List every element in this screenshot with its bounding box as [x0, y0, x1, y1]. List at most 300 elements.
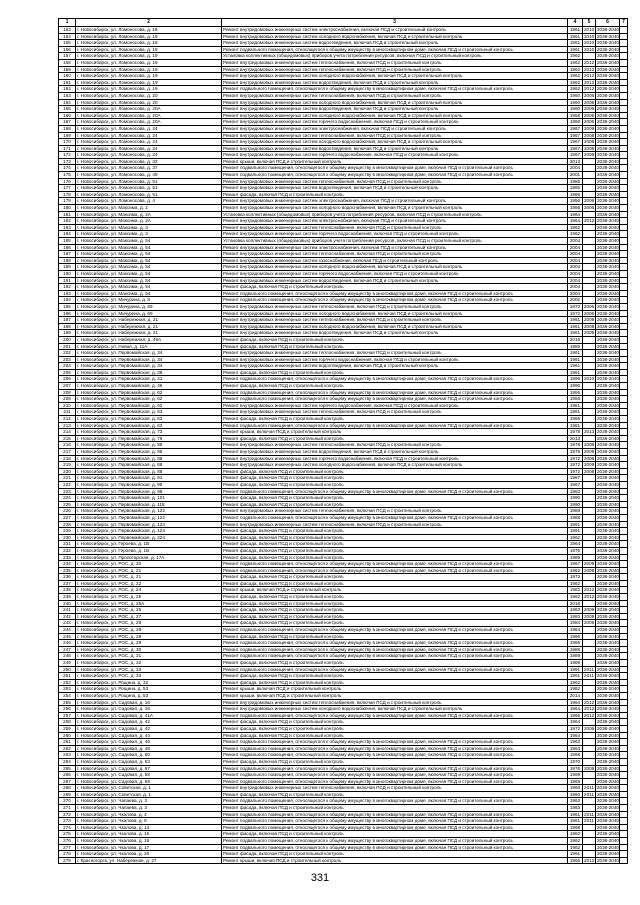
address-cell: г. Новосибирск, ул. Садовая, д. 16 [76, 706, 222, 713]
row-number-cell: 267 [59, 778, 76, 785]
year-built-cell: 2001 [568, 172, 583, 179]
row-number-cell: 248 [59, 653, 76, 660]
last-repair-cell [583, 554, 596, 561]
note-cell [620, 317, 628, 324]
note-cell [620, 653, 628, 660]
year-built-cell: 1960 [568, 785, 583, 792]
last-repair-cell [583, 778, 596, 785]
work-type-cell: Ремонт подвального помещения, относящегося к общему имуществу в многоквартирном доме, включая ПСД и строительный контроль [222, 172, 568, 179]
last-repair-cell [583, 211, 596, 218]
note-cell [620, 92, 628, 99]
row-number-cell: 185 [59, 238, 76, 245]
row-number-cell: 183 [59, 224, 76, 231]
note-cell [620, 580, 628, 587]
work-type-cell: Ремонт внутридомовых инженерных систем водоотведения, включая ПСД и строительный контроль [222, 363, 568, 370]
note-cell [620, 152, 628, 159]
last-repair-cell: 2011 [584, 791, 594, 797]
note-cell [620, 264, 628, 271]
table-row [59, 449, 628, 456]
last-repair-cell: 2006 [584, 92, 595, 98]
row-number-cell: 214 [59, 429, 76, 436]
work-type-cell: Ремонт внутридомовых инженерных систем теплоснабжения, включая ПСД и строительный контроль [222, 66, 568, 73]
note-cell [620, 778, 628, 785]
note-cell [620, 857, 628, 864]
row-number-cell: 202 [59, 350, 76, 357]
address-cell: г. Новосибирск, ул. Рощина, д. 53 [76, 686, 222, 693]
year-built-cell: 1967 [568, 475, 583, 482]
row-number-cell: 240 [59, 600, 76, 607]
note-cell [620, 561, 628, 568]
planned-period-cell: 2038-2040 [597, 508, 619, 514]
year-built-cell: 2002 [568, 297, 583, 304]
note-cell [620, 521, 628, 528]
note-cell [620, 699, 628, 706]
last-repair-cell: 2006 [584, 106, 595, 112]
row-number-cell: 213 [59, 422, 76, 429]
year-built-cell: 1989 [568, 653, 583, 660]
table-row [59, 798, 628, 805]
year-built-cell: 1963 [568, 798, 583, 805]
year-built-cell: 1962 [568, 567, 583, 574]
table-row [59, 501, 628, 508]
table-row [59, 119, 628, 126]
last-repair-cell [583, 270, 596, 277]
address-cell: г. Новосибирск, ул. РОС, д. 30 [76, 646, 222, 653]
note-cell [620, 435, 628, 442]
note-cell [620, 224, 628, 231]
address-cell: г. Новосибирск, ул. Садовая, д. 41А [76, 712, 222, 719]
planned-period-cell: 2038-2040 [597, 350, 619, 356]
table-row [59, 547, 628, 554]
row-number-cell: 247 [59, 646, 76, 653]
note-cell [620, 86, 628, 93]
year-built-cell: 1972 [568, 310, 583, 317]
year-built-cell: 1962 [568, 53, 583, 60]
planned-period-cell: 2038-2040 [597, 613, 619, 619]
work-type-cell: Ремонт фасада, включая ПСД и строительный контроль [222, 633, 568, 640]
year-built-cell: 1991 [568, 666, 583, 673]
note-cell [620, 488, 628, 495]
planned-period-cell: 2038-2040 [597, 211, 619, 217]
note-cell [620, 139, 628, 146]
row-number-cell: 210 [59, 402, 76, 409]
table-row [59, 86, 628, 93]
address-cell: г. Новосибирск, ул. Садовая, д. 16 [76, 699, 222, 706]
work-type-cell: Ремонт внутридомовых инженерных систем водоотведения, включая ПСД и строительный контроль [222, 79, 568, 86]
planned-period-cell: 2038-2040 [597, 53, 619, 59]
table-row [59, 297, 628, 304]
planned-period-cell: 2038-2040 [597, 158, 619, 164]
row-number-cell: 226 [59, 508, 76, 515]
table-row [59, 323, 628, 330]
year-built-cell: 1973 [568, 574, 583, 581]
planned-period-cell: 2038-2040 [597, 317, 619, 323]
note-cell [620, 679, 628, 686]
year-built-cell: 2004 [568, 238, 583, 245]
table-row [59, 646, 628, 653]
work-type-cell: Ремонт внутридомовых инженерных систем теплоснабжения, включая ПСД и строительный контроль [222, 92, 568, 99]
work-type-cell: Ремонт подвального помещения, относящегося к общему имуществу в многоквартирном доме, включая ПСД и строительный контроль [222, 422, 568, 429]
row-number-cell: 190 [59, 270, 76, 277]
note-cell [620, 396, 628, 403]
address-cell: г. Новосибирск, ул. Ломоносова, д. 20 [76, 92, 222, 99]
note-cell [620, 389, 628, 396]
year-built-cell: 1972 [568, 468, 583, 475]
planned-period-cell: 2038-2040 [597, 422, 619, 428]
last-repair-cell: 2012 [584, 594, 595, 600]
work-type-cell: Ремонт внутридомовых инженерных систем холодного водоснабжения, включая ПСД и строительный контроль [222, 73, 568, 80]
last-repair-cell [583, 851, 596, 858]
year-built-cell: 1961 [568, 46, 583, 53]
row-number-cell: 161 [59, 79, 76, 86]
table-row [59, 633, 628, 640]
planned-period-cell: 2036-2040 [597, 567, 619, 573]
row-number-cell: 224 [59, 495, 76, 502]
row-number-cell: 199 [59, 330, 76, 337]
note-cell [620, 119, 628, 126]
last-repair-cell: 2009 [584, 323, 595, 329]
note-cell [620, 745, 628, 752]
address-cell: г. Новосибирск, ул. Ломоносова, д. 19 [76, 59, 222, 66]
row-number-cell: 163 [59, 92, 76, 99]
last-repair-cell [583, 646, 596, 653]
work-type-cell: Ремонт внутридомовых инженерных систем водоотведения, включая ПСД и строительный контроль [222, 40, 568, 47]
year-built-cell: 1988 [568, 508, 583, 515]
address-cell: г. Новосибирск, ул. РОС, д. 26 [76, 607, 222, 614]
year-built-cell: 2013 [568, 158, 583, 165]
year-built-cell: 1981 [568, 422, 583, 429]
address-cell: г. Новосибирск, ул. Новая, д. 11А [76, 343, 222, 350]
row-number-cell: 186 [59, 244, 76, 251]
document-table-container [58, 18, 627, 864]
address-cell: г. Новосибирск, ул. Ломоносова, д. 20 [76, 99, 222, 106]
planned-period-cell: 2038-2040 [597, 185, 619, 191]
last-repair-cell: 2012 [584, 73, 595, 79]
address-cell: г. Новосибирск, ул. Садовая, д. 53 [76, 758, 222, 765]
last-repair-cell [583, 383, 596, 390]
planned-period-cell: 2038-2040 [597, 449, 619, 454]
year-built-cell: 1961 [568, 317, 583, 324]
planned-period-cell: 2038-2040 [597, 343, 619, 349]
work-type-cell: Ремонт подвального помещения, относящегося к общему имуществу в многоквартирном доме, включая ПСД и строительный контроль [222, 739, 568, 746]
note-cell [620, 785, 628, 792]
last-repair-cell [583, 178, 596, 185]
row-number-cell: 160 [59, 73, 76, 80]
work-type-cell: Ремонт подвального помещения, относящегося к общему имуществу в многоквартирном доме, включая ПСД и строительный контроль [222, 818, 568, 825]
year-built-cell: 1989 [568, 554, 583, 561]
table-row [59, 270, 628, 277]
table-row [59, 831, 628, 838]
address-cell: г. Новосибирск, ул. Максима, д. 54 [76, 251, 222, 258]
work-type-cell: Ремонт внутридомовых инженерных систем теплоснабжения, включая ПСД и строительный контроль [222, 521, 568, 528]
year-built-cell: 1962 [568, 534, 583, 541]
address-cell: г. Новосибирск, ул. РОС, д. 28 [76, 627, 222, 634]
last-repair-cell [583, 435, 596, 442]
year-built-cell: 1983 [568, 488, 583, 495]
note-cell [620, 336, 628, 343]
table-row [59, 178, 628, 185]
year-built-cell: 1978 [568, 449, 583, 456]
year-built-cell: 1983 [568, 607, 583, 614]
work-type-cell: Ремонт внутридомовых инженерных систем теплоснабжения, включая ПСД и строительный контроль [222, 508, 568, 515]
work-type-cell: Ремонт внутридомовых инженерных систем холодного водоснабжения, включая ПСД и строительный контроль [222, 33, 568, 40]
last-repair-cell: 2011 [584, 811, 594, 817]
planned-period-cell: 2038-2040 [597, 699, 619, 705]
planned-period-cell: 2038-2040 [597, 791, 619, 797]
address-cell: г. Новосибирск, ул. Первомайская, д. 73 [76, 429, 222, 436]
row-number-cell: 198 [59, 323, 76, 330]
address-cell: г. Новосибирск, ул. Первомайская, д. 79 [76, 435, 222, 442]
address-cell: г. Новосибирск, ул. Максима, д. 3 [76, 231, 222, 238]
work-type-cell: Ремонт фасада, включая ПСД и строительный контроль [222, 383, 568, 390]
table-row [59, 238, 628, 245]
address-cell: г. Новосибирск, ул. Садовая, д. 58 [76, 772, 222, 779]
last-repair-cell [583, 580, 596, 587]
table-row [59, 165, 628, 172]
table-row [59, 580, 628, 587]
note-cell [620, 172, 628, 179]
column-header: 5 [583, 19, 596, 27]
table-row [59, 679, 628, 686]
row-number-cell: 200 [59, 336, 76, 343]
table-row [59, 145, 628, 152]
note-cell [620, 824, 628, 831]
work-type-cell: Ремонт фасада, включая ПСД и строительный контроль [222, 284, 568, 291]
last-repair-cell: 2009 [584, 317, 595, 323]
address-cell: г. Новосибирск, ул. Чкалова, д. 16 [76, 838, 222, 845]
column-header: 1 [59, 19, 76, 27]
year-built-cell: 1964 [568, 211, 583, 218]
address-cell: г. Новосибирск, ул. Первомайская, д. 118 [76, 501, 222, 508]
note-cell [620, 178, 628, 185]
row-number-cell: 212 [59, 416, 76, 423]
last-repair-cell: 2008 [584, 468, 595, 474]
table-row [59, 389, 628, 396]
row-number-cell: 220 [59, 468, 76, 475]
last-repair-cell: 2008 [584, 455, 595, 461]
table-row [59, 277, 628, 284]
address-cell: г. Новосибирск, ул. Максима, д. 54 [76, 238, 222, 245]
address-cell: г. Новосибирск, ул. Ломоносова, д. 24 [76, 139, 222, 146]
table-row [59, 739, 628, 746]
last-repair-cell: 2008 [584, 125, 595, 131]
row-number-cell: 271 [59, 805, 76, 812]
work-type-cell: Ремонт внутридомовых инженерных систем водоотведения, включая ПСД и строительный контроль [222, 277, 568, 284]
address-cell: г. Новосибирск, ул. Героева, д. 1В [76, 547, 222, 554]
last-repair-cell [583, 224, 596, 231]
planned-period-cell: 2038-2040 [597, 580, 619, 586]
address-cell: г. Новосибирск, ул. Первомайская, д. 86 [76, 455, 222, 462]
last-repair-cell: 2011 [584, 785, 594, 791]
planned-period-cell: 2038-2040 [597, 481, 619, 487]
table-row [59, 73, 628, 80]
work-type-cell: Ремонт внутридомовых инженерных систем холодного водоснабжения, включая ПСД и строительный контроль [222, 112, 568, 119]
table-row [59, 673, 628, 680]
table-row [59, 27, 628, 34]
last-repair-cell [583, 838, 596, 845]
note-cell [620, 73, 628, 80]
planned-period-cell: 2038-2040 [597, 811, 619, 817]
address-cell: г. Новосибирск, ул. Набережная, д. 21 [76, 330, 222, 337]
last-repair-cell: 2008 [584, 132, 595, 138]
note-cell [620, 165, 628, 172]
work-type-cell: Ремонт внутридомовых инженерных систем водоотведения, включая ПСД и строительный контроль [222, 449, 568, 456]
planned-period-cell: 2038-2040 [597, 33, 619, 39]
note-cell [620, 501, 628, 508]
planned-period-cell: 2038-2040 [597, 646, 619, 652]
planned-period-cell: 2038-2040 [597, 514, 619, 520]
last-repair-cell: 2010 [584, 376, 595, 382]
note-cell [620, 125, 628, 132]
planned-period-cell: 2038-2040 [597, 798, 619, 804]
last-repair-cell [583, 396, 596, 403]
last-repair-cell [583, 831, 596, 838]
note-cell [620, 541, 628, 548]
row-number-cell: 195 [59, 303, 76, 310]
last-repair-cell: 2012 [584, 706, 595, 712]
table-row [59, 772, 628, 779]
row-number-cell: 277 [59, 844, 76, 851]
address-cell: г. Новосибирск, ул. РОС, д. 28 [76, 620, 222, 627]
address-cell: г. Новосибирск, ул. РОС, д. 29 [76, 640, 222, 647]
row-number-cell: 157 [59, 53, 76, 60]
row-number-cell: 255 [59, 699, 76, 706]
note-cell [620, 79, 628, 86]
year-built-cell: 1961 [568, 356, 583, 363]
table-row [59, 758, 628, 765]
address-cell: г. Новосибирск, ул. Садовая, д. 48 [76, 745, 222, 752]
planned-period-cell: 2036-2040 [597, 178, 619, 184]
row-number-cell: 263 [59, 752, 76, 759]
last-repair-cell [583, 495, 596, 502]
address-cell: г. Новосибирск, ул. Первомайская, д. 34 [76, 350, 222, 357]
last-repair-cell [583, 686, 596, 693]
last-repair-cell: 2008 [584, 765, 595, 771]
table-row [59, 514, 628, 521]
row-number-cell: 158 [59, 59, 76, 66]
last-repair-cell: 2012 [584, 66, 595, 72]
note-cell [620, 719, 628, 726]
work-type-cell: Ремонт подвального помещения, относящегося к общему имуществу в многоквартирном доме, включая ПСД и строительный контроль [222, 712, 568, 719]
work-type-cell: Ремонт фасада, включая ПСД и строительный контроль [222, 343, 568, 350]
note-cell [620, 132, 628, 139]
work-type-cell: Ремонт подвального помещения, относящегося к общему имуществу в многоквартирном доме, включая ПСД и строительный контроль [222, 396, 568, 403]
work-type-cell: Ремонт подвального помещения, относящегося к общему имуществу в многоквартирном доме, включая ПСД и строительный контроль [222, 666, 568, 673]
planned-period-cell: 2038-2040 [597, 745, 619, 751]
table-row [59, 376, 628, 383]
last-repair-cell [583, 488, 596, 495]
table-row [59, 317, 628, 324]
last-repair-cell [583, 627, 596, 634]
last-repair-cell [583, 238, 596, 245]
address-cell: г. Новосибирск, ул. Садовая, д. 42 [76, 719, 222, 726]
address-cell: г. Новосибирск, ул. Первомайская, д. 86 [76, 449, 222, 456]
note-cell [620, 752, 628, 759]
row-number-cell: 237 [59, 580, 76, 587]
work-type-cell: Ремонт крыши, включая ПСД и строительный контроль [222, 692, 568, 699]
last-repair-cell [583, 356, 596, 363]
planned-period-cell: 2038-2040 [597, 772, 619, 778]
address-cell: г. Новосибирск, ул. Максима, д. 54 [76, 257, 222, 264]
address-cell: г. Новосибирск, ул. РОС, д. 29 [76, 633, 222, 640]
row-number-cell: 181 [59, 211, 76, 218]
year-built-cell: 1983 [568, 805, 583, 812]
note-cell [620, 732, 628, 739]
planned-period-cell: 2038-2040 [597, 119, 619, 125]
note-cell [620, 284, 628, 291]
planned-period-cell: 2038-2040 [597, 27, 619, 32]
note-cell [620, 27, 628, 34]
table-row [59, 699, 628, 706]
address-cell: г. Новосибирск, ул. Набережная, д. 21 [76, 323, 222, 330]
work-type-cell: Ремонт фасада, включая ПСД и строительный контроль [222, 534, 568, 541]
row-number-cell: 153 [59, 27, 76, 34]
planned-period-cell: 2038-2040 [597, 778, 619, 784]
address-cell: г. Новосибирск, ул. РОС, д. 21 [76, 574, 222, 581]
planned-period-cell: 2038-2040 [597, 818, 619, 824]
planned-period-cell: 2038-2040 [597, 191, 619, 197]
year-built-cell: 1958 [568, 119, 583, 126]
year-built-cell: 1961 [568, 350, 583, 357]
planned-period-cell: 2038-2040 [597, 59, 619, 65]
address-cell: г. Новосибирск, ул. Первомайская, д. 86 [76, 442, 222, 449]
note-cell [620, 112, 628, 119]
row-number-cell: 204 [59, 363, 76, 370]
row-number-cell: 269 [59, 791, 76, 798]
row-number-cell: 262 [59, 745, 76, 752]
year-built-cell: 1984 [568, 627, 583, 634]
year-built-cell: 1961 [568, 33, 583, 40]
year-built-cell: 1967 [568, 139, 583, 146]
work-type-cell: Ремонт внутридомовых инженерных систем горячего водоснабжения, включая ПСД и строительный контроль [222, 402, 568, 409]
note-cell [620, 59, 628, 66]
note-cell [620, 686, 628, 693]
year-built-cell: 1991 [568, 528, 583, 535]
address-cell: г. Новосибирск, ул. Первомайская, д. 122 [76, 514, 222, 521]
row-number-cell: 261 [59, 739, 76, 746]
last-repair-cell: 2011 [584, 673, 594, 679]
note-cell [620, 211, 628, 218]
note-cell [620, 475, 628, 482]
address-cell: г. Новосибирск, ул. Ломоносова, д. 49 [76, 172, 222, 179]
table-row [59, 363, 628, 370]
last-repair-cell [583, 185, 596, 192]
work-type-cell: Ремонт подвального помещения, относящегося к общему имуществу в многоквартирном доме, включая ПСД и строительный контроль [222, 46, 568, 53]
note-cell [620, 238, 628, 245]
note-cell [620, 706, 628, 713]
note-cell [620, 481, 628, 488]
row-number-cell: 209 [59, 396, 76, 403]
work-type-cell: Ремонт подвального помещения, относящегося к общему имуществу в многоквартирном доме, включая ПСД и строительный контроль [222, 627, 568, 634]
table-row [59, 112, 628, 119]
year-built-cell: 1964 [568, 732, 583, 739]
year-built-cell: 1995 [568, 376, 583, 383]
year-built-cell: 1967 [568, 125, 583, 132]
planned-period-cell: 2038-2040 [597, 125, 619, 131]
address-cell: г. Новосибирск, ул. Набережная, д. 21 [76, 317, 222, 324]
last-repair-cell [583, 191, 596, 198]
address-cell: г. Новосибирск, ул. Ломоносова, д. 51 [76, 191, 222, 198]
table-row [59, 838, 628, 845]
work-type-cell: Ремонт фасада, включая ПСД и строительный контроль [222, 831, 568, 838]
note-cell [620, 594, 628, 601]
planned-period-cell: 2038-2040 [597, 132, 619, 138]
planned-period-cell: 2038-2040 [597, 205, 619, 211]
row-number-cell: 257 [59, 712, 76, 719]
planned-period-cell: 2038-2040 [597, 666, 619, 672]
table-row [59, 429, 628, 436]
table-row [59, 765, 628, 772]
